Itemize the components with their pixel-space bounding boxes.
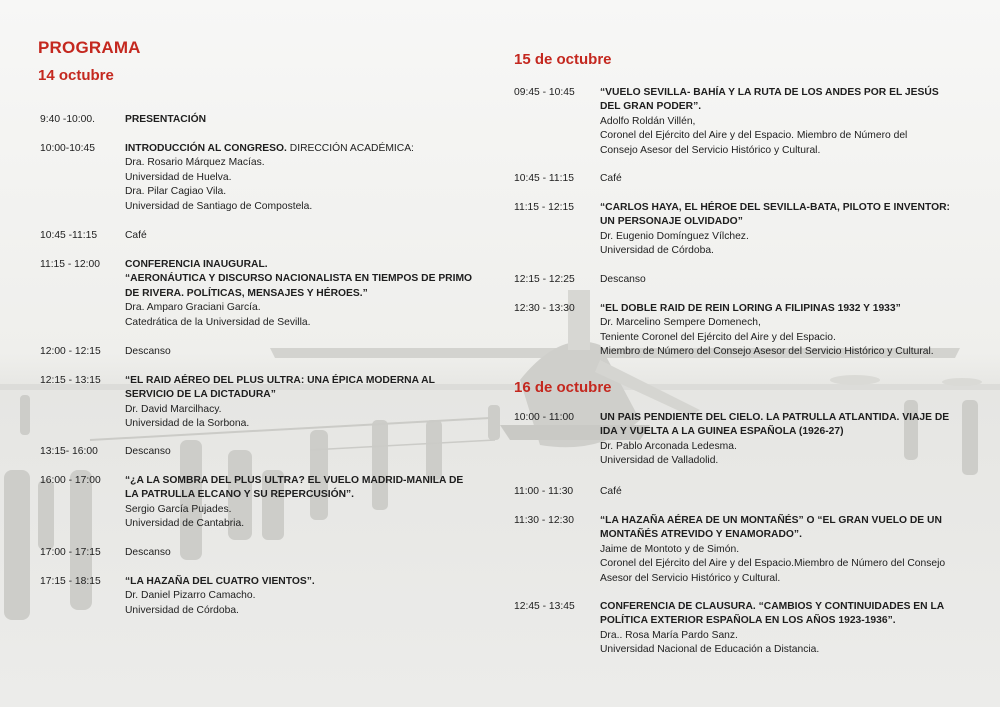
- session-time: 10:45 -11:15: [40, 230, 98, 241]
- session-info-line: Descanso: [125, 346, 171, 357]
- session-time: 13:15- 16:00: [40, 446, 98, 457]
- session-info-line: Universidad de Córdoba.: [125, 604, 239, 616]
- session-time: 09:45 - 10:45: [514, 87, 575, 98]
- session-info-line: Coronel del Ejército del Aire y del Espacio.Miembro de Número del Consejo: [600, 558, 946, 570]
- session-title-line: “LA HAZAÑA AÉREA DE UN MONTAÑÉS” O “EL GRAN VUELO DE UN: [600, 515, 942, 526]
- session-title-line: CONFERENCIA INAUGURAL.: [125, 259, 268, 270]
- session-title-line: UN PERSONAJE OLVIDADO”: [600, 216, 743, 228]
- session-info-line: Universidad de Córdoba.: [600, 245, 714, 257]
- day-heading-16: 16 de octubre: [514, 379, 612, 396]
- session-content: [600, 411, 949, 469]
- session-title-line: IDA Y VUELTA A LA GUINEA ESPAÑOLA (1926-27): [600, 426, 844, 438]
- session-time: 12:15 - 12:25: [514, 274, 575, 285]
- session-info-line: Asesor del Servicio Histórico y Cultural.: [600, 572, 781, 584]
- session-info-line: Dr. Eugenio Domínguez Vílchez.: [600, 230, 749, 242]
- session-time: 16:00 - 17:00: [40, 475, 101, 486]
- session-info-line: Dr. Marcelino Sempere Domenech,: [600, 317, 761, 329]
- session-content: [600, 514, 945, 586]
- session-info-line: Universidad Nacional de Educación a Distancia.: [600, 644, 820, 656]
- session-info-line: Teniente Coronel del Ejército del Aire y del Espacio.: [600, 331, 836, 343]
- session-content: [125, 474, 463, 532]
- session-info-line: Café: [600, 173, 622, 184]
- session-time: 11:15 - 12:00: [40, 259, 100, 270]
- session-line-segment: DIRECCIÓN ACADÉMICA:: [286, 143, 414, 154]
- session-title-line: “CARLOS HAYA, EL HÉROE DEL SEVILLA-BATA, PILOTO E INVENTOR:: [600, 202, 950, 213]
- session-time: 17:00 - 17:15: [40, 547, 101, 558]
- session-title-line: “EL RAID AÉREO DEL PLUS ULTRA: UNA ÉPICA MODERNA AL: [125, 375, 435, 386]
- session-info-line: Sergio García Pujades.: [125, 503, 232, 515]
- session-content: [600, 485, 622, 499]
- session-content: [125, 142, 414, 214]
- session-time: 12:15 - 13:15: [40, 375, 101, 386]
- session-info-line: Consejo Asesor del Servicio Histórico y Cultural.: [600, 144, 821, 156]
- session-info-line: Universidad de Santiago de Compostela.: [125, 200, 313, 212]
- session-content: [600, 172, 622, 186]
- session-time: 11:00 - 11:30: [514, 486, 574, 497]
- session-info-line: Dr. David Marcilhacy.: [125, 403, 222, 415]
- session-time: 10:00 - 11:00: [514, 412, 574, 423]
- session-time: 11:30 - 12:30: [514, 515, 574, 526]
- session-title-line: PRESENTACIÓN: [125, 114, 207, 125]
- session-title-line: LA PATRULLA ELCANO Y SU REPERCUSIÓN”.: [125, 489, 355, 501]
- session-info-line: Dr. Daniel Pizarro Camacho.: [125, 590, 256, 602]
- session-info-line: Catedrática de la Universidad de Sevilla.: [125, 316, 311, 328]
- session-title-line: “¿A LA SOMBRA DEL PLUS ULTRA? EL VUELO MADRID-MANILA DE: [125, 475, 464, 486]
- session-time: 11:15 - 12:15: [514, 202, 574, 213]
- session-info-line: Universidad de la Sorbona.: [125, 418, 250, 430]
- session-title-line: “EL DOBLE RAID DE REIN LORING A FILIPINAS 1932 Y 1933”: [600, 303, 901, 314]
- session-time: 12:45 - 13:45: [514, 601, 575, 612]
- session-content: [600, 273, 646, 287]
- session-content: [125, 345, 171, 359]
- session-info-line: Café: [600, 486, 622, 497]
- session-line: [125, 142, 414, 156]
- session-line-segment: INTRODUCCIÓN AL CONGRESO.: [125, 143, 287, 154]
- session-title-line: “LA HAZAÑA DEL CUATRO VIENTOS”.: [125, 576, 315, 587]
- session-content: [125, 575, 315, 618]
- session-info-line: Coronel del Ejército del Aire y del Espacio. Miembro de Número del: [600, 130, 908, 142]
- session-info-line: Adolfo Roldán Villén,: [600, 115, 696, 127]
- program-title: PROGRAMA: [38, 38, 141, 57]
- session-content: [600, 600, 944, 658]
- session-info-line: Dra.. Rosa María Pardo Sanz.: [600, 629, 738, 641]
- session-content: [125, 445, 171, 459]
- session-title-line: CONFERENCIA DE CLAUSURA. “CAMBIOS Y CONTINUIDADES EN LA: [600, 601, 945, 612]
- session-info-line: Universidad de Huelva.: [125, 171, 232, 183]
- session-info-line: Jaime de Montoto y de Simón.: [600, 543, 740, 555]
- session-title-line: MONTAÑÉS ATREVIDO Y ENAMORADO”.: [600, 529, 802, 541]
- day-heading-15: 15 de octubre: [514, 51, 612, 68]
- session-info-line: Descanso: [125, 446, 171, 457]
- session-time: 12:30 - 13:30: [514, 303, 575, 314]
- session-content: [125, 374, 435, 432]
- session-time: 12:00 - 12:15: [40, 346, 101, 357]
- session-content: [600, 201, 950, 259]
- session-info-line: Café: [125, 230, 147, 241]
- session-info-line: Dra. Rosario Márquez Macías.: [125, 157, 265, 169]
- session-info-line: Universidad de Valladolid.: [600, 455, 719, 467]
- session-content: [125, 113, 206, 127]
- session-content: [600, 302, 934, 360]
- session-time: 9:40 -10:00.: [40, 114, 95, 125]
- session-time: 10:45 - 11:15: [514, 173, 574, 184]
- session-title-line: DE RIVERA. POLÍTICAS, MENSAJES Y HÉROES.”: [125, 287, 368, 299]
- session-info-line: Descanso: [600, 274, 646, 285]
- session-title-line: POLÍTICA EXTERIOR ESPAÑOLA EN LOS AÑOS 1923-1936”.: [600, 615, 896, 627]
- session-content: [125, 546, 171, 560]
- day-heading-14: 14 octubre: [38, 67, 114, 84]
- session-title-line: UN PAIS PENDIENTE DEL CIELO. LA PATRULLA ATLANTIDA. VIAJE DE: [600, 412, 950, 423]
- session-time: 17:15 - 18:15: [40, 576, 101, 587]
- session-title-line: SERVICIO DE LA DICTADURA”: [125, 389, 276, 401]
- session-content: [600, 86, 939, 158]
- session-info-line: Dra. Amparo Graciani García.: [125, 302, 261, 314]
- session-info-line: Descanso: [125, 547, 171, 558]
- session-info-line: Miembro de Número del Consejo Asesor del Servicio Histórico y Cultural.: [600, 346, 934, 358]
- session-title-line: “AERONÁUTICA Y DISCURSO NACIONALISTA EN TIEMPOS DE PRIMO: [125, 273, 473, 285]
- session-time: 10:00-10:45: [40, 143, 95, 154]
- session-info-line: Dra. Pilar Cagiao Vila.: [125, 186, 227, 198]
- session-title-line: “VUELO SEVILLA- BAHÍA Y LA RUTA DE LOS ANDES POR EL JESÚS: [600, 87, 939, 98]
- session-content: [125, 258, 472, 330]
- session-content: [125, 229, 147, 243]
- session-info-line: Universidad de Cantabria.: [125, 518, 245, 530]
- session-title-line: DEL GRAN PODER”.: [600, 101, 702, 113]
- session-info-line: Dr. Pablo Arconada Ledesma.: [600, 440, 737, 452]
